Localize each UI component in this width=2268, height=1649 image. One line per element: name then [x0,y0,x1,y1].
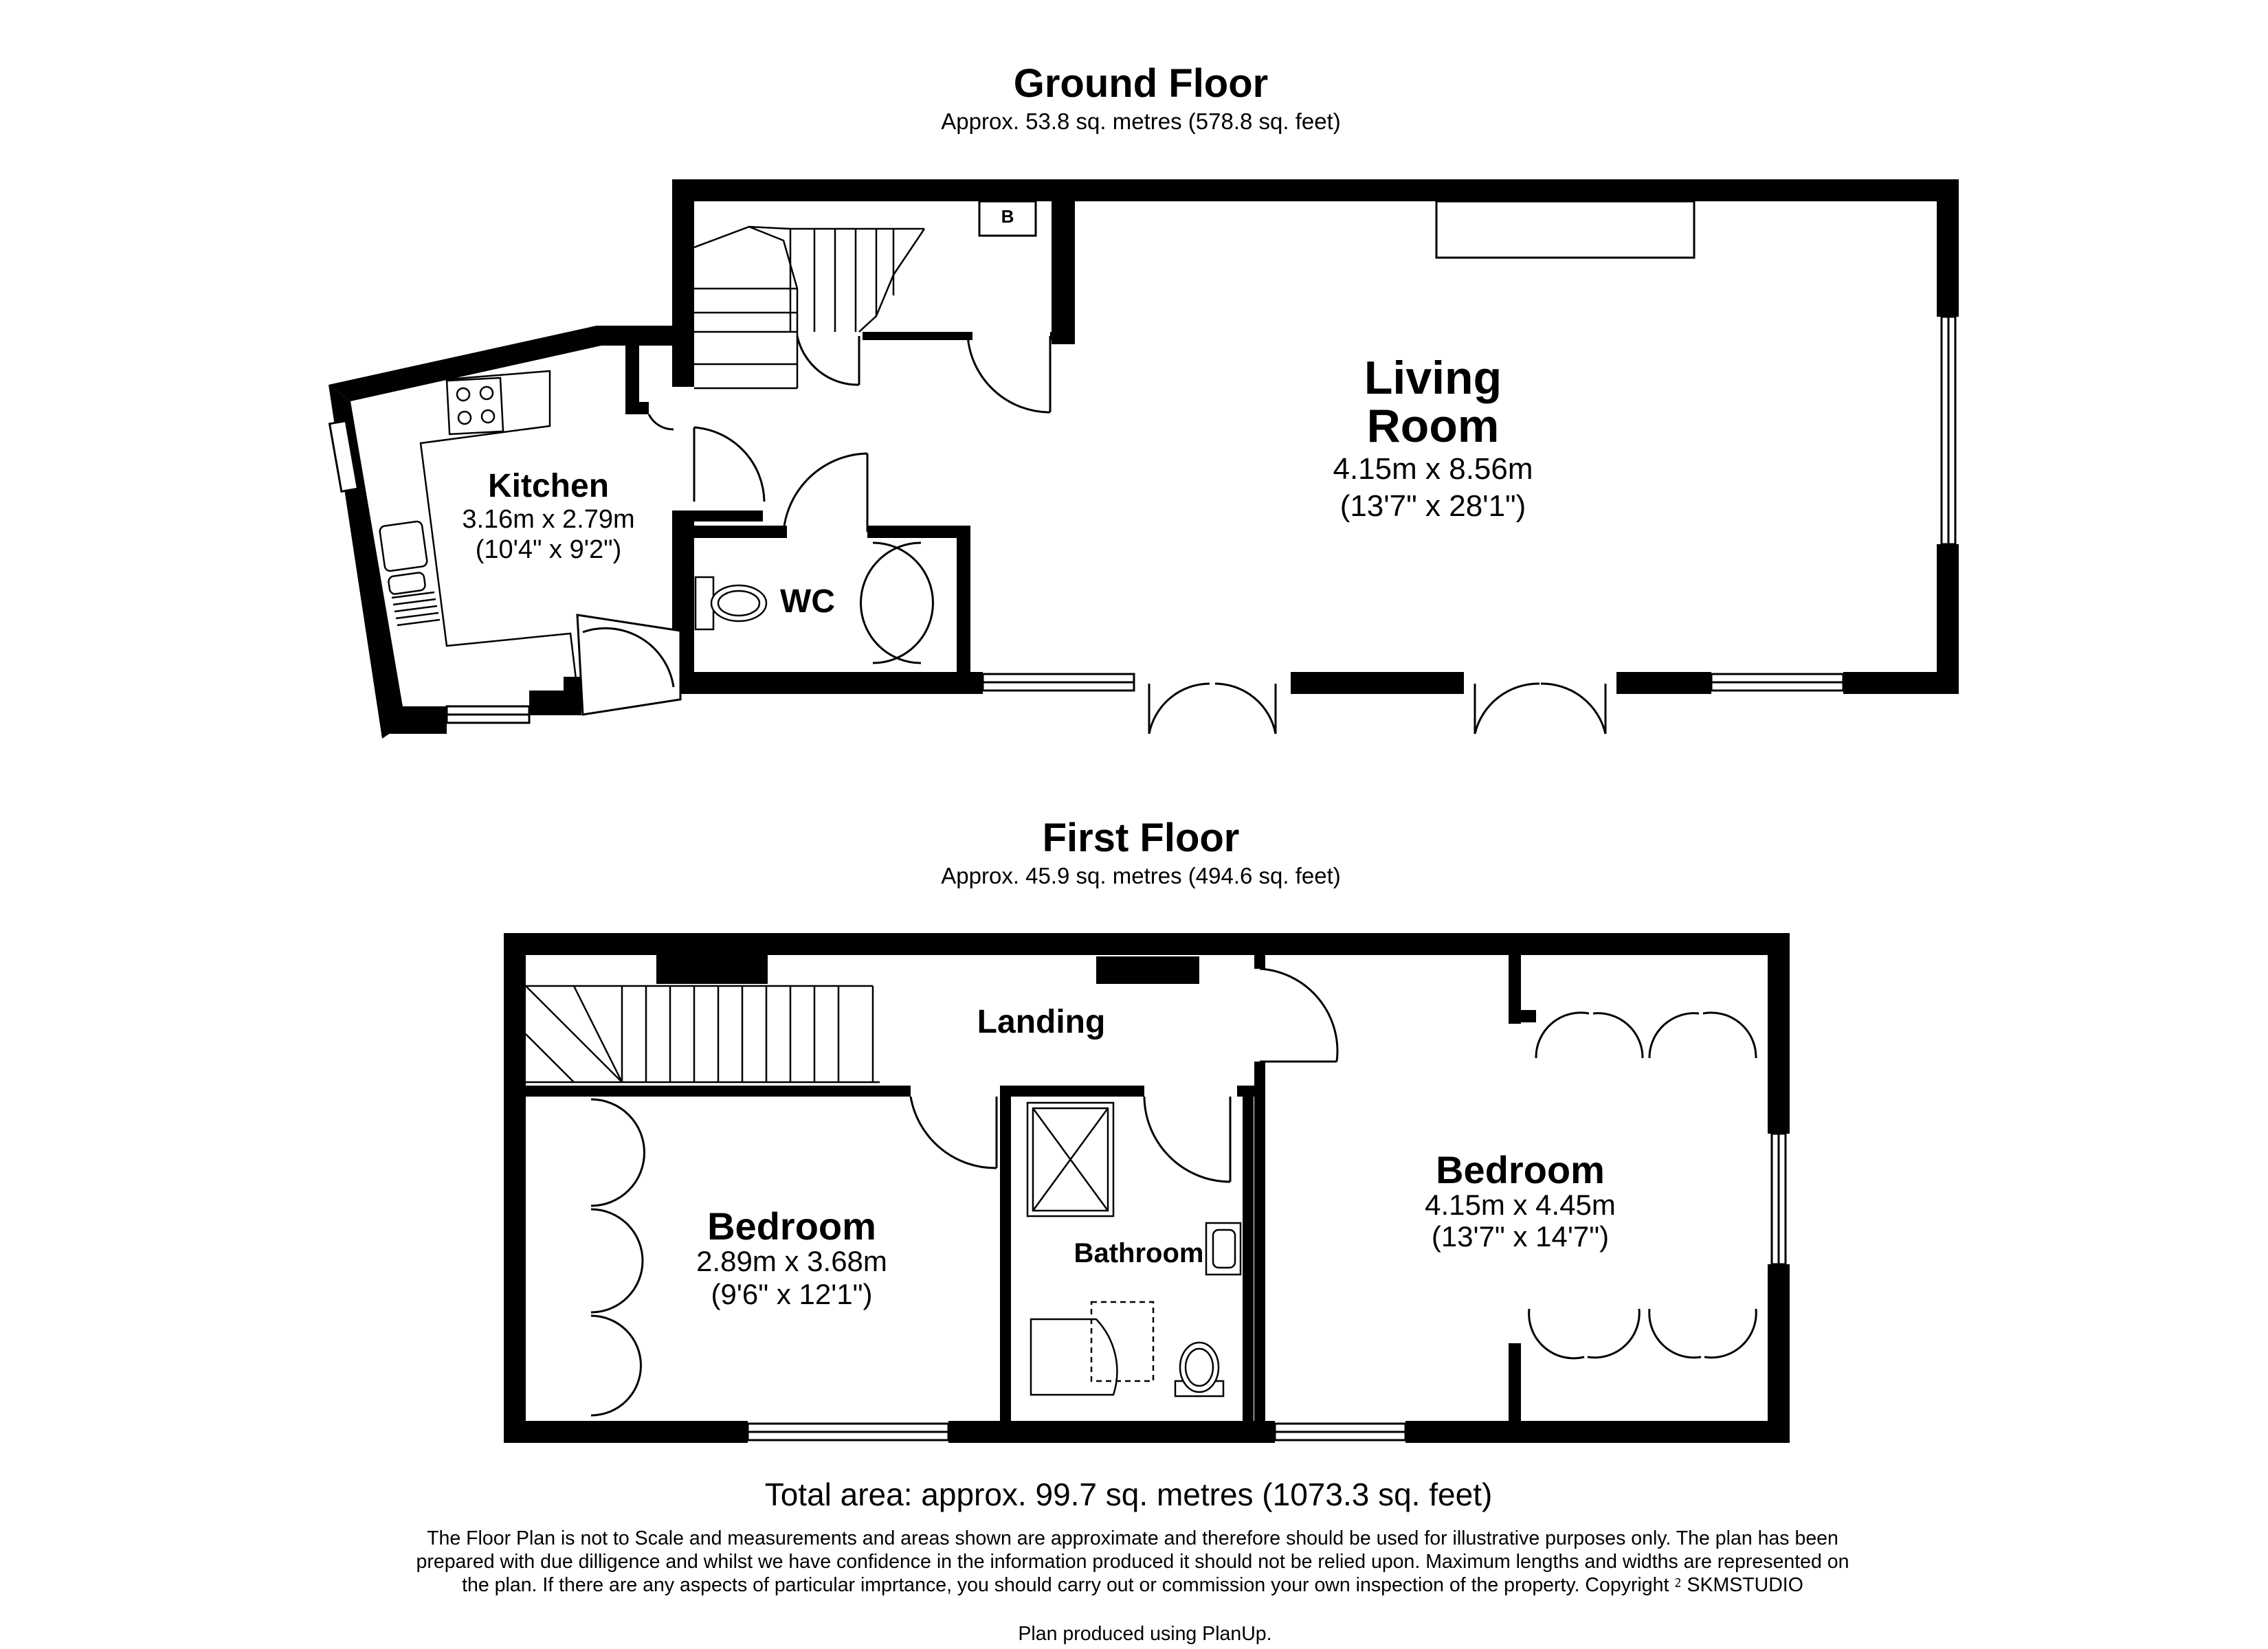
first-floor-stairs [526,986,880,1082]
living-room-dims-ft: (13'7" x 28'1") [1339,489,1526,523]
kitchen-sink [379,521,428,572]
disclaimer: The Floor Plan is not to Scale and measurements and areas shown are approximate and therefore should be used for illustrative purposes only. The plan has been prepared with due dilligence and whilst we have confidence in the information produced it should not be relied upon. Maximum lengths and widths are represented on the plan. If there are any aspects of particular imprtance, you should carry out or commission your own inspection of the property. Copyright ⁲ SKMSTUDIO [416,1527,1849,1596]
wc-toilet [696,577,766,629]
bathroom-name: Bathroom [1074,1238,1204,1268]
bedroom-left-name: Bedroom [707,1204,876,1248]
fireplace-hearth [1436,201,1694,258]
ground-floor-stairs [694,227,924,388]
ground-floor-area: Approx. 53.8 sq. metres (578.8 sq. feet) [941,109,1341,134]
bedroom-left-dims-ft: (9'6" x 12'1") [711,1278,873,1310]
kitchen-dims-m: 3.16m x 2.79m [462,505,635,534]
bedroom-left-dims-m: 2.89m x 3.68m [696,1245,887,1277]
corner-bath [1031,1319,1117,1395]
living-room-name-line2: Room [1366,400,1500,452]
first-floor-area: Approx. 45.9 sq. metres (494.6 sq. feet) [941,863,1341,888]
kitchen-name: Kitchen [487,468,610,504]
hob [447,378,503,434]
living-room-name-line1: Living [1364,352,1502,404]
boiler-label: B [1001,206,1014,227]
ground-floor-title: Ground Floor [1013,61,1269,106]
first-floor-title: First Floor [1042,816,1240,860]
first-floor-windows [748,1134,1786,1440]
kitchen-dims-ft: (10'4" x 9'2") [475,535,622,564]
bedroom-right-dims-ft: (13'7" x 14'7") [1431,1220,1610,1253]
wc-name: WC [780,583,835,620]
landing-name: Landing [977,1004,1106,1040]
living-room-dims-m: 4.15m x 8.56m [1333,452,1533,486]
credit: Plan produced using PlanUp. [1018,1623,1272,1645]
bedroom-right-dims-m: 4.15m x 4.45m [1425,1189,1616,1221]
total-area: Total area: approx. 99.7 sq. metres (1073.3 sq. feet) [764,1477,1493,1512]
bedroom-right-name: Bedroom [1436,1148,1605,1191]
